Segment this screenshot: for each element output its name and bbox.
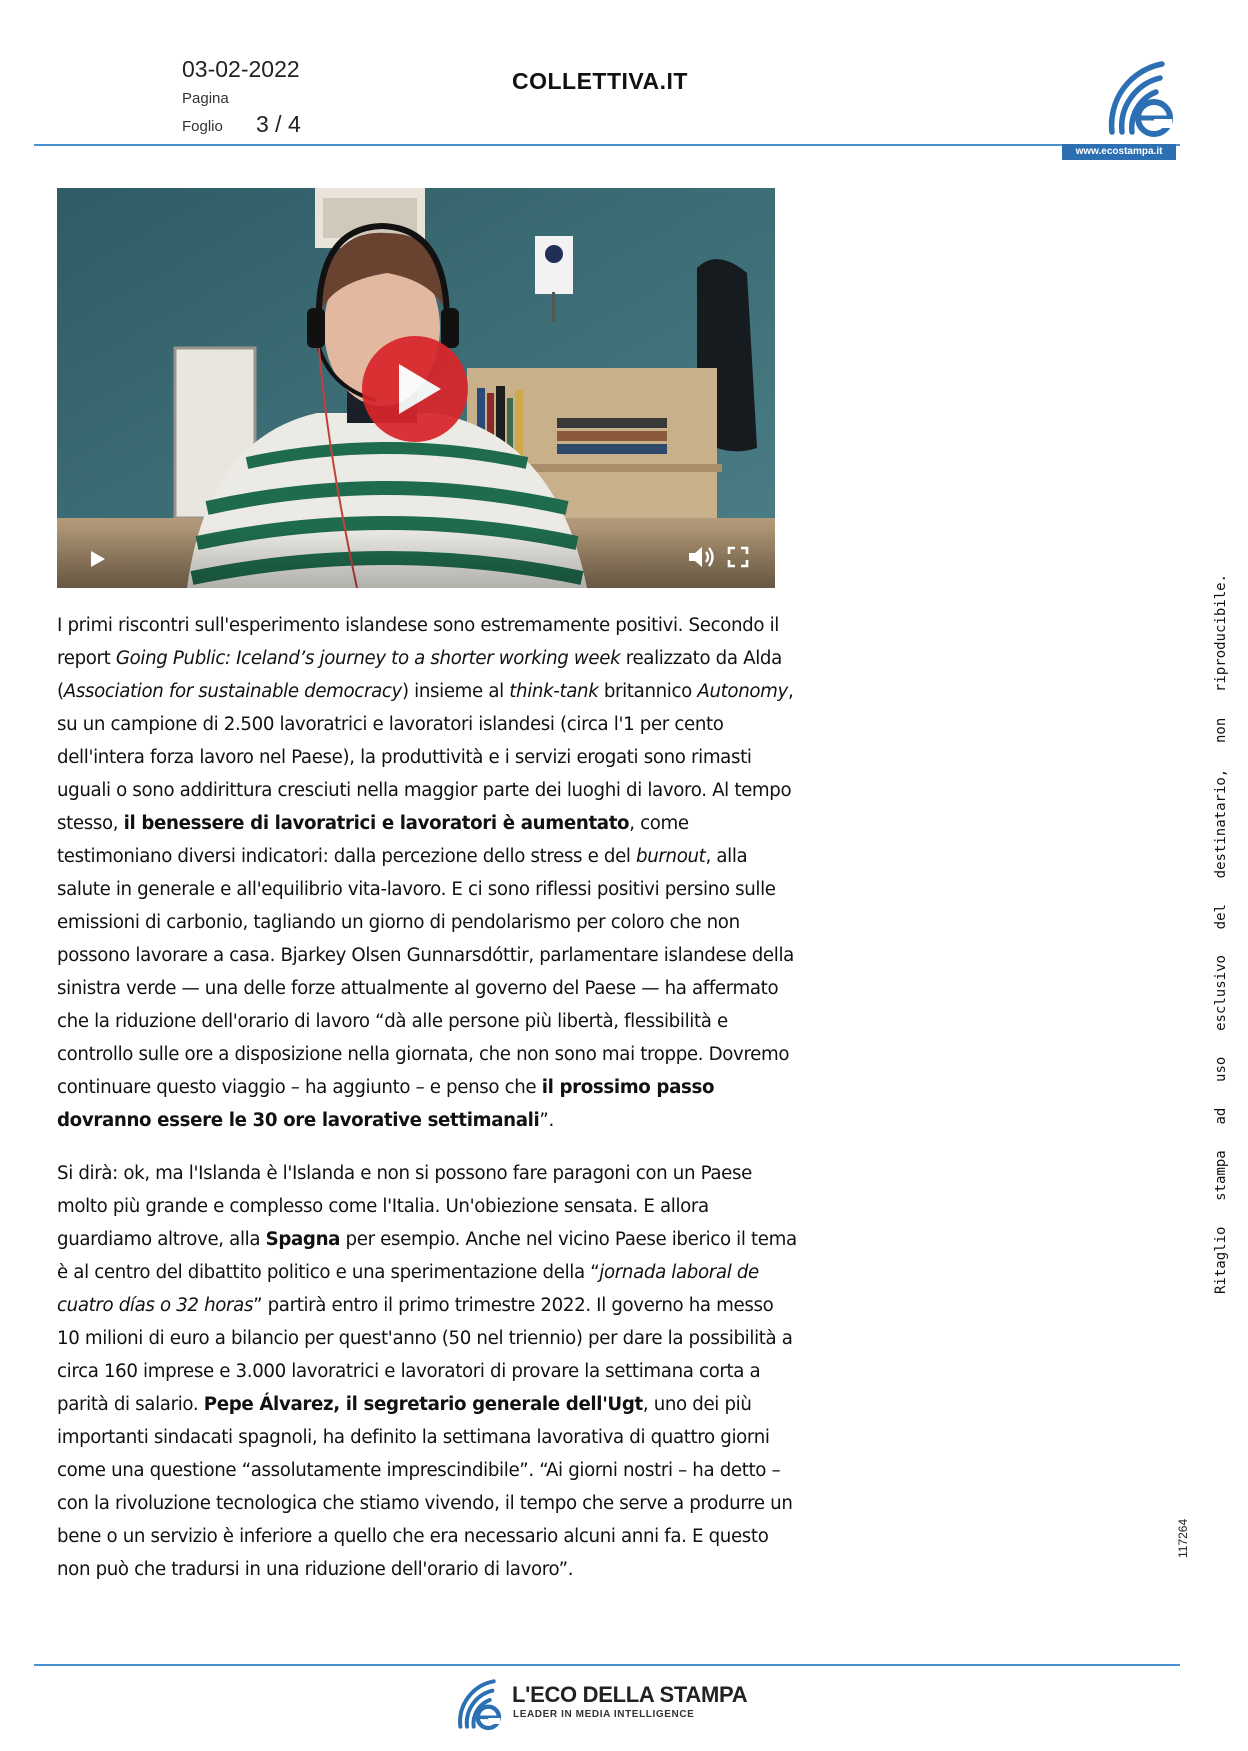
footer-brand: L'ECO DELLA STAMPA (512, 1682, 748, 1707)
site-badge[interactable]: www.ecostampa.it (1062, 144, 1176, 160)
italic-run: Autonomy (697, 681, 788, 702)
bold-run: il prossimo passo dovranno essere le 30 ore lavorative settimanali (57, 1077, 715, 1131)
article-paragraph-2 (57, 1157, 797, 1586)
play-icon (399, 364, 441, 414)
text-run: , alla salute in generale e all'equilibrio vita-lavoro. E ci sono riflessi positivi persino sulle emissioni di carbonio, tagliando un giorno di pendolarismo per coloro che non possono lavorare a casa. Bjarkey Olsen Gunnarsdóttir, parlamentare islandese della sinistra verde — una delle forze attualmente al governo del Paese — ha affermato che la riduzione dell'orario di lavoro “dà alle persone più libertà, flessibilità e controllo sulle ore a disposizione nella giornata, che non sono mai troppe. Dovremo continuare questo viaggio – ha aggiunto – e penso che (57, 846, 794, 1098)
header-divider (34, 144, 1180, 146)
text-run: , uno dei più importanti sindacati spagnoli, ha definito la settimana lavorativa di quattro giorni come una questione “assolutamente imprescindibile”. “Ai giorni nostri – ha detto – con la rivoluzione tecnologica che stiamo vivendo, il tempo che serve a produrre un bene o un servizio è inferiore a quello che era necessario alcuni anni fa. E questo non può che tradursi in una riduzione dell'orario di lavoro”. (57, 1394, 793, 1580)
source-title: COLLETTIVA.IT (511, 68, 688, 94)
italic-run: think-tank (509, 681, 599, 702)
ecostampa-logo-icon (1104, 56, 1176, 145)
fullscreen-icon[interactable] (727, 546, 749, 568)
pagina-label: Pagina (182, 90, 229, 107)
italic-run: Association for sustainable democracy (63, 681, 402, 702)
eco-della-stampa-logo-icon (452, 1676, 506, 1737)
text-run: ) insieme al (401, 681, 510, 702)
bold-run: Pepe Álvarez, il segretario generale dell'Ugt (203, 1394, 643, 1415)
clip-code: 117264 (1176, 1518, 1190, 1558)
text-run: , come testimoniano diversi indicatori: dalla percezione dello stress e del (57, 813, 689, 867)
text-run: ”. (539, 1110, 554, 1131)
italic-run: Going Public: Iceland’s journey to a shorter working week (115, 648, 621, 669)
article-body (57, 609, 797, 1606)
bold-run: il benessere di lavoratrici e lavoratori è aumentato (123, 813, 630, 834)
article-paragraph-1 (57, 609, 797, 1137)
text-run: Si dirà: ok, ma l'Islanda è l'Islanda e non si possono fare paragoni con un Paese molto più grande e complesso come l'Italia. Un'obiezione sensata. E allora guardiamo altrove, alla (57, 1163, 752, 1250)
italic-run: burnout (636, 846, 706, 867)
foglio-value: 3 / 4 (256, 111, 301, 137)
footer-tagline: LEADER IN MEDIA INTELLIGENCE (513, 1709, 695, 1720)
text-run: I primi riscontri sull'esperimento islandese sono estremamente positivi. Secondo il report (57, 615, 779, 669)
foglio-label: Foglio (182, 118, 223, 135)
small-play-icon[interactable] (91, 551, 105, 567)
copyright-notice: Ritaglio stampa ad uso esclusivo del destinatario, non riproducibile. (1213, 574, 1229, 1294)
video-control-bar (57, 528, 775, 588)
bold-run: Spagna (265, 1229, 341, 1250)
text-run: , su un campione di 2.500 lavoratrici e lavoratori islandesi (circa l'1 per cento dell'intera forza lavoro nel Paese), la produttività e i servizi erogati sono rimasti uguali o sono addirittura cresciuti nella maggior parte dei luoghi di lavoro. Al tempo stesso, (57, 681, 794, 834)
video-player[interactable] (57, 188, 775, 588)
text-run: per esempio. Anche nel vicino Paese iberico il tema è al centro del dibattito politico e una sperimentazione della “ (57, 1229, 797, 1283)
footer-divider (34, 1664, 1180, 1666)
clip-date: 03-02-2022 (182, 56, 300, 82)
text-run: realizzato da Alda ( (57, 648, 782, 702)
volume-icon[interactable] (687, 545, 717, 569)
text-run: ” partirà entro il primo trimestre 2022. Il governo ha messo 10 milioni di euro a bilancio per quest'anno (50 nel triennio) per dare la possibilità a circa 160 imprese e 3.000 lavoratrici e lavoratori di provare la settimana corta a parità di salario. (57, 1295, 793, 1415)
play-button[interactable] (362, 336, 468, 442)
text-run: britannico (598, 681, 698, 702)
italic-run: jornada laboral de cuatro días o 32 horas (57, 1262, 759, 1316)
